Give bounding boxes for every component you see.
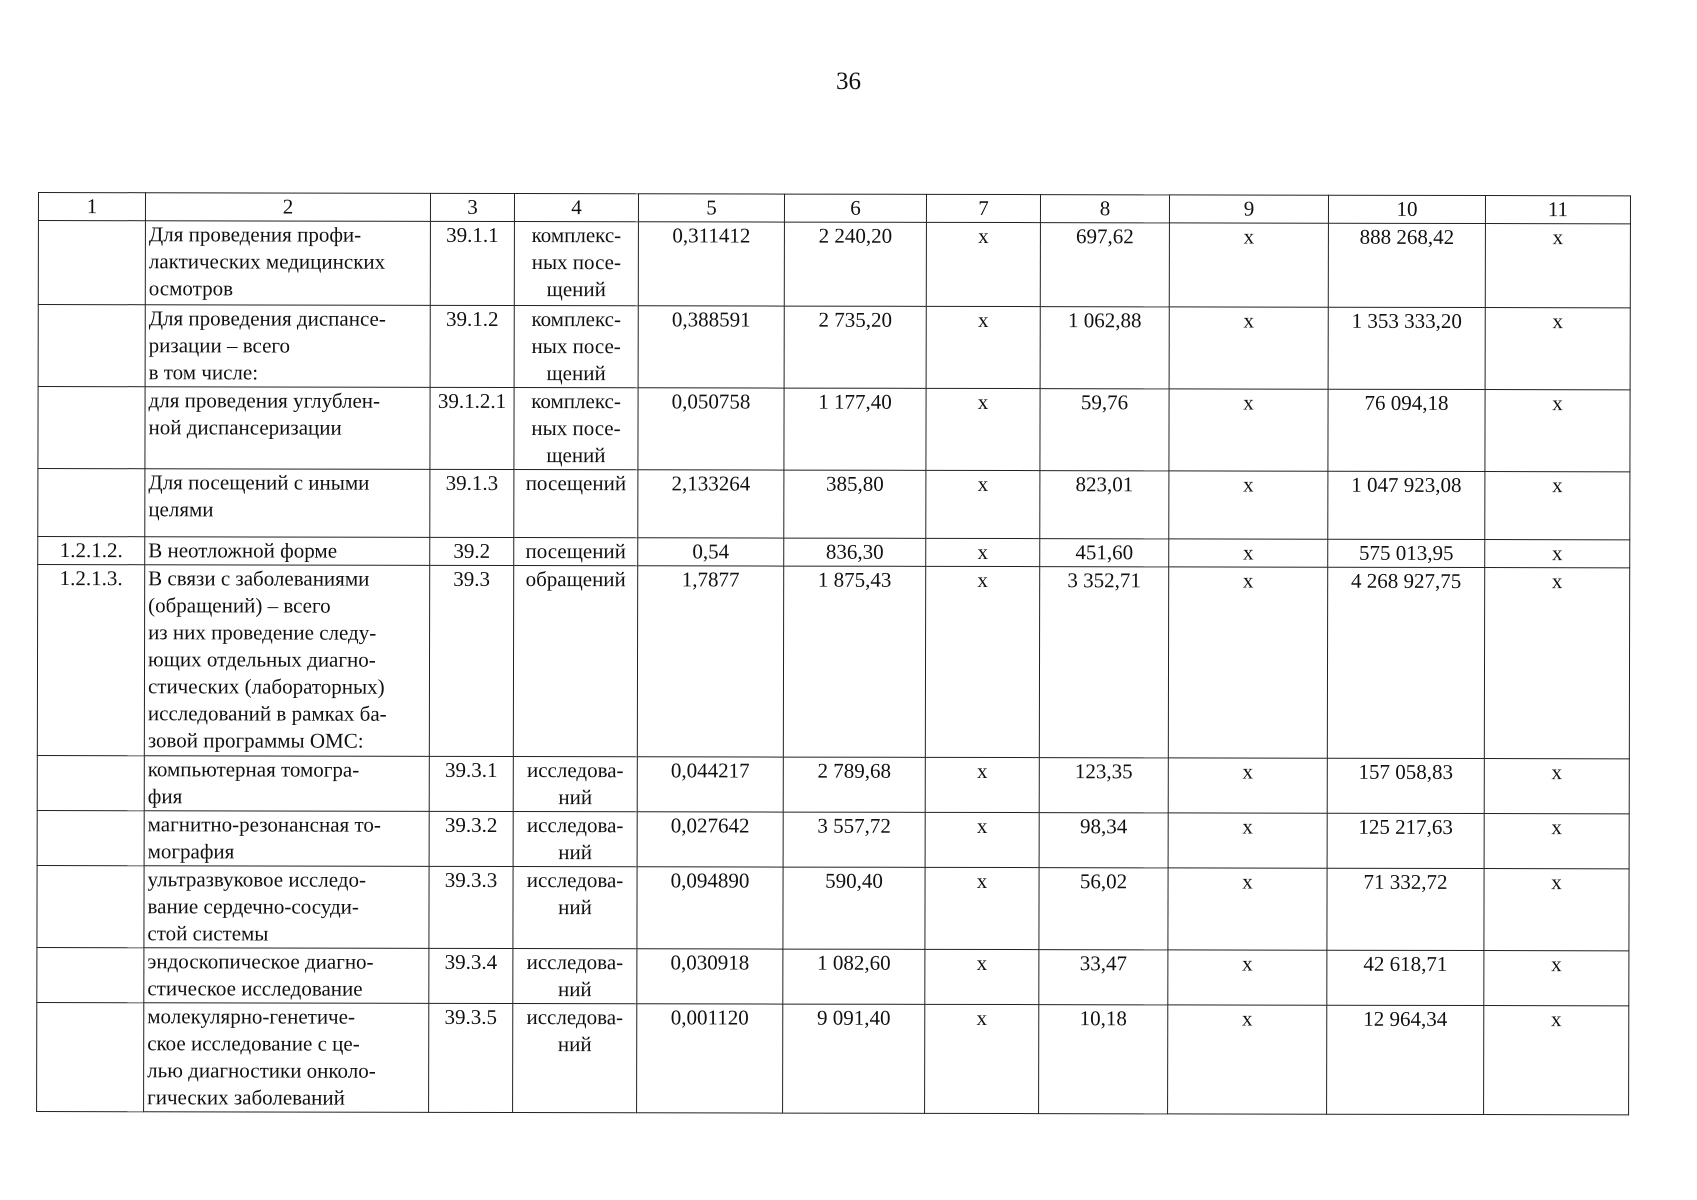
row-name: Для проведения диспансе- ризации – всего в том числе:: [145, 305, 430, 388]
cell-col-9: х: [1168, 950, 1327, 1005]
cell-col-9: х: [1169, 539, 1328, 567]
cell-col-9: х: [1169, 471, 1328, 539]
cell-col-8: 1 062,88: [1040, 307, 1169, 389]
row-code: [37, 755, 144, 810]
cell-col-8: 33,47: [1039, 950, 1168, 1005]
cell-col-6: 9 091,40: [783, 1004, 925, 1113]
cell-col-7: х: [925, 1004, 1039, 1113]
cell-col-9: х: [1168, 1005, 1327, 1114]
cell-col-11: х: [1485, 224, 1630, 308]
table-row: [37, 755, 1629, 813]
cell-col-10: 4 268 927,75: [1327, 567, 1484, 758]
cell-col-7: х: [926, 222, 1040, 306]
cell-col-10: 1 047 923,08: [1328, 471, 1485, 539]
cell-col-6: 2 735,20: [784, 306, 926, 388]
cell-col-5: 0,094890: [637, 867, 783, 949]
cell-col-8: 451,60: [1040, 539, 1169, 567]
row-code: [37, 865, 144, 947]
cell-col-8: 123,35: [1039, 758, 1168, 813]
column-header: 4: [514, 193, 638, 221]
column-header: 5: [638, 194, 784, 222]
row-unit: посещений: [514, 469, 638, 537]
cell-col-7: х: [925, 812, 1039, 867]
column-header: 7: [926, 194, 1040, 222]
cell-col-9: х: [1168, 567, 1327, 758]
cell-col-11: х: [1484, 568, 1629, 759]
row-code: [37, 947, 144, 1002]
row-unit: комплекс- ных посе- щений: [514, 221, 638, 305]
cell-col-10: 575 013,95: [1328, 539, 1485, 567]
cell-col-9: х: [1169, 307, 1328, 389]
row-code: [38, 387, 145, 469]
cell-col-5: 0,54: [638, 538, 784, 566]
cell-col-5: 1,7877: [637, 566, 783, 757]
cell-col-9: х: [1168, 813, 1327, 868]
cell-col-10: 71 332,72: [1327, 868, 1484, 950]
cell-col-6: 1 082,60: [783, 949, 925, 1004]
cell-col-11: х: [1484, 1006, 1629, 1115]
row-unit: исследова- ний: [513, 756, 637, 811]
cell-col-8: 10,18: [1039, 1005, 1168, 1114]
column-header: 2: [145, 193, 430, 222]
cell-col-6: 590,40: [783, 867, 925, 949]
table-row: [37, 565, 1629, 759]
row-name: эндоскопическое диагно- стическое исследование: [144, 948, 429, 1004]
cell-col-6: 385,80: [784, 470, 926, 538]
cell-col-10: 12 964,34: [1327, 1005, 1484, 1114]
cell-col-7: х: [926, 538, 1040, 566]
cell-col-10: 888 268,42: [1328, 223, 1485, 307]
row-unit: комплекс- ных посе- щений: [514, 387, 638, 469]
cell-col-6: 836,30: [784, 538, 926, 566]
cell-col-7: х: [925, 949, 1039, 1004]
row-unit: исследова- ний: [513, 866, 637, 948]
row-name: Для посещений с иными целями: [145, 469, 430, 538]
cell-col-10: 125 217,63: [1327, 813, 1484, 868]
column-header: 6: [784, 194, 926, 222]
row-unit: исследова- ний: [513, 811, 637, 866]
data-table: [36, 192, 1631, 1115]
row-unit: исследова- ний: [513, 948, 637, 1003]
row-code: [38, 469, 145, 537]
column-header: 3: [430, 193, 514, 221]
column-header: 11: [1485, 196, 1630, 224]
row-number: 39.3.3: [429, 866, 513, 948]
row-number: 39.1.1: [430, 221, 514, 305]
row-code: [38, 305, 145, 387]
cell-col-11: х: [1485, 472, 1630, 540]
table-row: [37, 1002, 1629, 1114]
cell-col-10: 42 618,71: [1327, 950, 1484, 1005]
cell-col-7: х: [925, 867, 1039, 949]
cell-col-10: 1 353 333,20: [1328, 307, 1485, 389]
cell-col-9: х: [1169, 223, 1328, 307]
header-row: [38, 193, 1630, 224]
table-row: [38, 221, 1630, 308]
cell-col-5: 0,311412: [638, 222, 784, 306]
row-number: 39.1.3: [430, 469, 514, 537]
row-number: 39.1.2: [430, 305, 514, 387]
row-name: В связи с заболеваниями (обращений) – всего из них проведение следу- ющих отдельных диагно- стических (лабораторных) исследований в рамках ба- зовой программы ОМС:: [144, 565, 429, 757]
cell-col-9: х: [1168, 868, 1327, 950]
table-row: [38, 387, 1630, 472]
column-header: 9: [1169, 195, 1328, 223]
cell-col-11: х: [1485, 540, 1630, 568]
row-number: 39.3: [429, 565, 513, 756]
row-code: [37, 810, 144, 865]
row-unit: комплекс- ных посе- щений: [514, 305, 638, 387]
cell-col-5: 0,388591: [638, 306, 784, 388]
cell-col-5: 0,050758: [638, 388, 784, 470]
cell-col-8: 98,34: [1039, 813, 1168, 868]
cell-col-5: 2,133264: [638, 470, 784, 538]
cell-col-11: х: [1484, 951, 1629, 1006]
row-unit: обращений: [513, 565, 637, 756]
cell-col-7: х: [926, 388, 1040, 470]
cell-col-10: 157 058,83: [1327, 758, 1484, 813]
cell-col-8: 3 352,71: [1039, 567, 1168, 758]
data-table-wrapper: [36, 192, 1630, 1115]
cell-col-11: х: [1484, 814, 1629, 869]
cell-col-6: 1 875,43: [783, 566, 925, 757]
cell-col-8: 823,01: [1040, 471, 1169, 539]
row-name: Для проведения профи- лактических медицинских осмотров: [145, 221, 430, 306]
row-name: для проведения углублен- ной диспансеризации: [145, 387, 430, 470]
cell-col-6: 3 557,72: [783, 812, 925, 867]
row-code: [37, 1002, 144, 1111]
cell-col-8: 56,02: [1039, 868, 1168, 950]
row-number: 39.3.4: [429, 948, 513, 1003]
cell-col-11: х: [1484, 869, 1629, 951]
table-row: [38, 469, 1630, 540]
cell-col-7: х: [925, 757, 1039, 812]
table-row: [37, 810, 1629, 868]
row-name: В неотложной форме: [145, 537, 430, 566]
row-number: 39.3.1: [429, 756, 513, 811]
row-code: 1.2.1.3.: [37, 565, 144, 756]
table-row: [38, 305, 1630, 390]
cell-col-7: х: [926, 470, 1040, 538]
column-header: 1: [38, 193, 145, 221]
cell-col-11: х: [1484, 759, 1629, 814]
row-name: компьютерная томогра- фия: [144, 756, 429, 812]
cell-col-7: х: [926, 306, 1040, 388]
cell-col-9: х: [1168, 758, 1327, 813]
row-name: молекулярно-генетиче- ское исследование с це- лью диагностики онколо- гических заболеваний: [144, 1003, 429, 1113]
cell-col-6: 2 789,68: [783, 757, 925, 812]
cell-col-5: 0,001120: [637, 1004, 783, 1113]
row-code: [38, 221, 145, 305]
cell-col-5: 0,044217: [637, 757, 783, 812]
cell-col-6: 2 240,20: [784, 222, 926, 306]
cell-col-11: х: [1485, 390, 1630, 472]
table-row: [37, 865, 1629, 950]
row-number: 39.3.2: [429, 811, 513, 866]
row-unit: исследова- ний: [513, 1003, 637, 1112]
cell-col-10: 76 094,18: [1328, 389, 1485, 471]
row-name: магнитно-резонансная то- мография: [144, 811, 429, 867]
row-code: 1.2.1.2.: [38, 537, 145, 565]
cell-col-9: х: [1169, 389, 1328, 471]
row-name: ультразвуковое исследо- вание сердечно-сосуди- стой системы: [144, 866, 429, 949]
table-body: [37, 221, 1631, 1115]
cell-col-11: х: [1485, 308, 1630, 390]
row-number: 39.3.5: [429, 1003, 513, 1112]
row-number: 39.1.2.1: [430, 387, 514, 469]
page-number: 36: [836, 68, 861, 95]
cell-col-8: 59,76: [1040, 389, 1169, 471]
row-number: 39.2: [430, 537, 514, 565]
column-header: 10: [1328, 195, 1485, 223]
row-unit: посещений: [514, 537, 638, 565]
cell-col-8: 697,62: [1040, 223, 1169, 307]
cell-col-5: 0,027642: [637, 812, 783, 867]
table-row: [38, 537, 1630, 568]
column-header: 8: [1040, 195, 1169, 223]
cell-col-5: 0,030918: [637, 949, 783, 1004]
table-row: [37, 947, 1629, 1005]
cell-col-6: 1 177,40: [784, 388, 926, 470]
cell-col-7: х: [925, 566, 1039, 757]
